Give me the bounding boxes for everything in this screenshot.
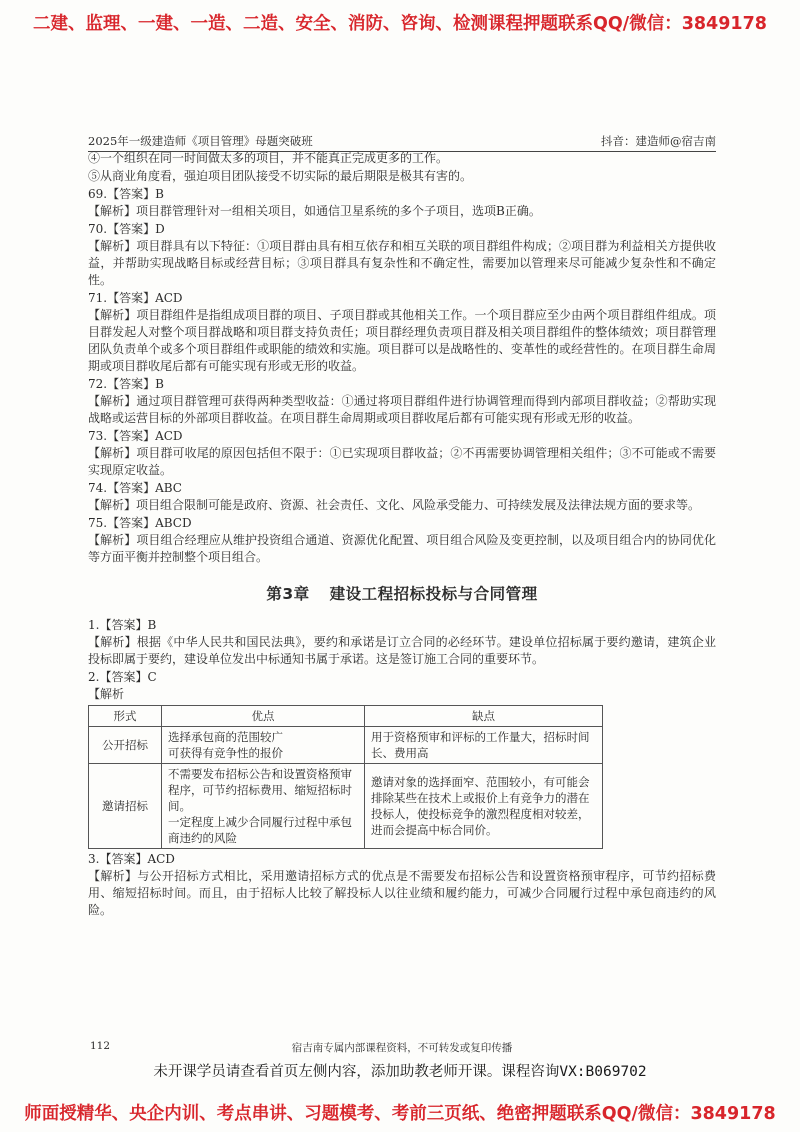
answer-ch3-3: 3.【答案】ACD [88, 852, 175, 866]
analysis-ch3-2-label: 【解析 [88, 687, 125, 701]
table-row [89, 764, 603, 849]
pro-item: 可获得有竞争性的报价 [168, 746, 283, 760]
analysis-71: 【解析】项目群组件是指组成项目群的项目、子项目群或其他相关工作。一个项目群应至少由两个项目群组件组成。项目群发起人对整个项目群战略和项目群支持负责任；项目群经理负责项目群及相关项目群组件的整体绩效；项目群管理团队负责单个或多个项目群组件或职能的绩效和实施。项目群可以是战略性的、变革性的或经营性的。在项目群生命周期或项目群收尾后都有可能实现有形或无形的收益。 [88, 308, 716, 373]
answer-72: 72.【答案】B [88, 377, 164, 391]
table-cell-pros [162, 727, 365, 764]
analysis-70: 【解析】项目群具有以下特征：①项目群由具有相互依存和相互关联的项目群组件构成；②项目群为利益相关方提供收益，并帮助实现战略目标或经营目标；③项目群具有复杂性和不确定性，需要加以管理来尽可能减少复杂性和不确定性。 [88, 239, 716, 287]
answer-ch3-1: 1.【答案】B [88, 618, 157, 632]
table-row [89, 727, 603, 764]
book-title: 2025年一级建造师《项目管理》母题突破班 [88, 134, 313, 148]
analysis-74: 【解析】项目组合限制可能是政府、资源、社会责任、文化、风险承受能力、可持续发展及法律法规方面的要求等。 [88, 498, 701, 512]
pro-item: 一定程度上减少合同履行过程中承包商违约的风险 [168, 815, 352, 845]
pro-item: 选择承包商的范围较广 [168, 730, 283, 744]
analysis-ch3-1: 【解析】根据《中华人民共和国民法典》，要约和承诺是订立合同的必经环节。建设单位招标属于要约邀请，建筑企业投标即属于要约，建设单位发出中标通知书属于承诺。这是签订施工合同的重要环节。 [88, 635, 716, 666]
table-cell-cons: 用于资格预审和评标的工作量大，招标时间长、费用高 [365, 727, 603, 764]
chapter-title: 建设工程招标投标与合同管理 [329, 585, 538, 603]
tender-comparison-table [88, 705, 603, 849]
answer-70: 70.【答案】D [88, 222, 165, 236]
analysis-ch3-3: 【解析】与公开招标方式相比，采用邀请招标方式的优点是不需要发布招标公告和设置资格预审程序，可节约招标费用、缩短招标时间。而且，由于招标人比较了解投标人以往业绩和履约能力，可减少合同履行过程中承包商违约的风险。 [88, 869, 716, 917]
analysis-69: 【解析】项目群管理针对一组相关项目，如通信卫星系统的多个子项目，选项B正确。 [88, 204, 541, 218]
page-number: 112 [90, 1040, 111, 1052]
list-item: ⑤从商业角度看，强迫项目团队接受不切实际的最后期限是极其有害的。 [88, 169, 473, 183]
chapter-heading [88, 586, 716, 603]
answer-ch3-2: 2.【答案】C [88, 670, 157, 684]
bottom-contact-banner: 师面授精华、央企内训、考点串讲、习题模考、考前三页纸、绝密押题联系QQ/微信：3849178 [24, 1104, 776, 1124]
list-item: ④一个组织在同一时间做太多的项目，并不能真正完成更多的工作。 [88, 151, 449, 165]
table-header-cell: 优点 [162, 706, 365, 727]
table-cell-cons: 邀请对象的选择面窄、范围较小，有可能会排除某些在技术上或报价上有竞争力的潜在投标人，使投标竞争的激烈程度相对较差，进而会提高中标合同价。 [365, 764, 603, 849]
author-handle: 抖音：建造师@宿吉南 [601, 134, 716, 148]
table-header-cell: 形式 [89, 706, 162, 727]
table-cell-pros [162, 764, 365, 849]
table-cell-type: 邀请招标 [89, 764, 162, 849]
table-header-row [89, 706, 603, 727]
copyright-note: 宿吉南专属内部课程资料，不可转发或复印传播 [291, 1042, 513, 1054]
answer-74: 74.【答案】ABC [88, 481, 182, 495]
analysis-75: 【解析】项目组合经理应从维护投资组合通道、资源优化配置、项目组合风险及变更控制，以及项目组合内的协同优化等方面平衡并控制整个项目组合。 [88, 533, 716, 564]
answer-69: 69.【答案】B [88, 187, 164, 201]
answer-73: 73.【答案】ACD [88, 429, 183, 443]
chapter-number: 第3章 [266, 585, 310, 603]
course-notice: 未开课学员请查看首页左侧内容，添加助教老师开课。课程咨询VX:B069702 [153, 1064, 647, 1080]
table-header-cell: 缺点 [365, 706, 603, 727]
analysis-73: 【解析】项目群可收尾的原因包括但不限于：①已实现项目群收益；②不再需要协调管理相关组件；③不可能或不需要实现原定收益。 [88, 446, 716, 477]
answer-71: 71.【答案】ACD [88, 291, 183, 305]
top-contact-banner: 二建、监理、一建、一造、二造、安全、消防、咨询、检测课程押题联系QQ/微信：3849178 [33, 14, 767, 34]
pro-item: 不需要发布招标公告和设置资格预审程序，可节约招标费用、缩短招标时间。 [168, 767, 352, 813]
answer-75: 75.【答案】ABCD [88, 516, 192, 530]
analysis-72: 【解析】通过项目群管理可获得两种类型收益：①通过将项目群组件进行协调管理而得到内部项目群收益；②帮助实现战略或运营目标的外部项目群收益。在项目群生命周期或项目群收尾后都有可能实现有形或无形的收益。 [88, 394, 716, 425]
table-cell-type: 公开招标 [89, 727, 162, 764]
page-content [88, 150, 716, 920]
